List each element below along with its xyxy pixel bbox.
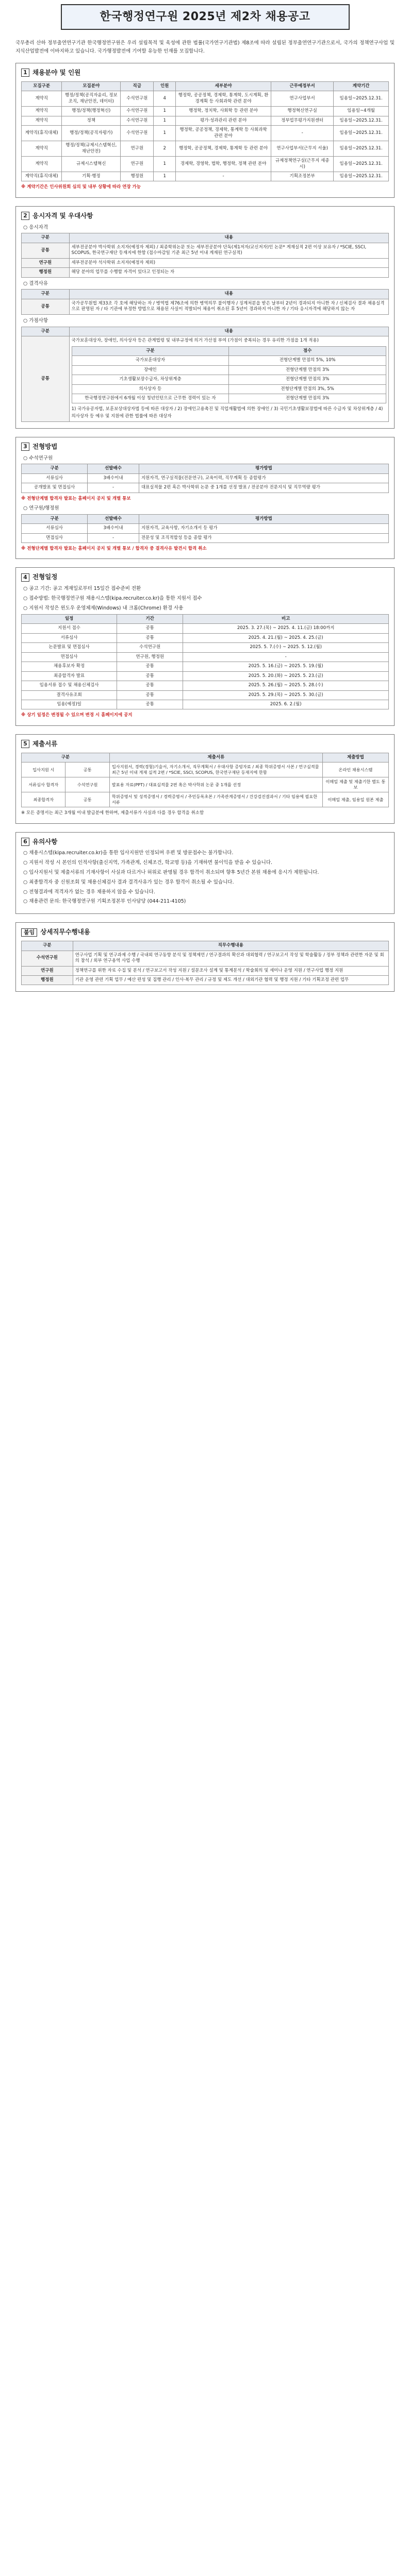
cell: 수석연구원 — [121, 91, 154, 107]
cell: 1 — [154, 126, 176, 141]
cell: - — [88, 533, 139, 543]
cell: 2025. 5. 16.(금) ~ 2025. 5. 19.(월) — [183, 662, 389, 671]
cell: 1 — [154, 172, 176, 181]
col-header: 비고 — [183, 614, 389, 623]
cell: 행정혁신연구실 — [271, 107, 334, 116]
table-row — [22, 533, 389, 543]
cell: 계약직 — [22, 107, 62, 116]
cell: 수석연구원 — [117, 643, 183, 652]
cell: 공통 — [117, 633, 183, 642]
eligibility-table — [21, 233, 389, 277]
table-header-row — [22, 941, 389, 951]
table-row — [22, 116, 389, 125]
cell: 임용서류 접수 및 채용신체검사 — [22, 681, 117, 690]
notice-line: ○ 지원서 작성 시 본인의 인적사항(출신지역, 가족관계, 신체조건, 학교명 등)을 기재하면 불이익을 받을 수 있습니다. — [23, 860, 273, 866]
cell: 발표용 자료(PPT) / 대표실적물 2편 혹은 박사학위 논문 중 1개를 선정 — [109, 777, 322, 792]
section-title: 전형방법 — [32, 442, 58, 450]
cell: - — [176, 172, 271, 181]
cell: 평가·성과관리 관련 분야 — [176, 116, 271, 125]
table-row — [22, 762, 389, 777]
cell: 행정/정책(행정혁신) — [62, 107, 121, 116]
selection-table-staff — [21, 514, 389, 543]
cell: 임용일~2025.12.31. — [334, 157, 389, 172]
col-header: 제출방법 — [322, 753, 388, 762]
cell: 2025. 5. 29.(목) ~ 2025. 5. 30.(금) — [183, 690, 389, 700]
col-header: 모집구분 — [22, 81, 62, 91]
table-row — [22, 483, 389, 493]
cell: 전형단계별 만점의 3% — [229, 365, 386, 375]
cell: - — [88, 483, 139, 493]
cell: 입사지원서, 경력(경험)기술서, 자기소개서, 직무계획서 / 우대사항 증빙자료 / 최종 학위증명서 사본 / 연구실적물 최근 5년 이내 게재 실적 2편 / *SCIE, SSCI, SCOPUS, 한국연구재단 등재지에 한함 — [109, 762, 322, 777]
selection-note: ※ 전형단계별 합격자 발표는 홈페이지 공지 및 개별 통보 — [21, 496, 131, 501]
bonus-points-table — [72, 346, 386, 404]
cell: 대표실적물 2편 혹은 박사학위 논문 중 1개를 선정 발표 / 전공분야 전문지식 및 직무역량 평가 — [139, 483, 388, 493]
selection-table-senior — [21, 464, 389, 493]
cell: 행정/정책(규제시스템혁신, 재난안전) — [62, 141, 121, 157]
table-row — [22, 633, 389, 642]
cell: 공통 — [22, 336, 70, 422]
section-number: 1 — [21, 69, 29, 77]
cell: 지원자격, 교육사항, 자기소개서 등 평가 — [139, 524, 388, 533]
table-row — [22, 951, 389, 966]
cell: 계약직 — [22, 91, 62, 107]
bonus-table — [21, 327, 389, 422]
col-header: 직무수행내용 — [73, 941, 388, 951]
subsection-label: ○ 가점사항 — [23, 317, 48, 324]
table-header-row — [22, 290, 389, 299]
section-header — [21, 69, 389, 77]
table-row — [22, 91, 389, 107]
table-row — [72, 375, 386, 384]
table-header-row — [22, 614, 389, 623]
cell: 의사상자 등 — [72, 384, 229, 394]
cell: 임용일~2025.12.31. — [334, 126, 389, 141]
cell: 기획·행정 — [62, 172, 121, 181]
cell: 연구원 — [22, 966, 73, 975]
section-title: 유의사항 — [32, 837, 58, 845]
cell: 전형단계별 만점의 3% — [229, 394, 386, 403]
cell: 전문성 및 조직적합성 등을 종합 평가 — [139, 533, 388, 543]
col-header: 제출서류 — [109, 753, 322, 762]
table-row — [22, 671, 389, 681]
col-header: 선발배수 — [88, 464, 139, 473]
cell: 지원서 접수 — [22, 624, 117, 633]
cell: 온라인 채용시스템 — [322, 762, 388, 777]
cell: 3배수이내 — [88, 524, 139, 533]
table-row — [22, 652, 389, 662]
schedule-line: ○ 공고 기간: 공고 게재일로부터 15일간 접수준비 전환 — [23, 586, 141, 592]
table-row — [22, 172, 389, 181]
cell: 공통 — [117, 662, 183, 671]
col-header: 일정 — [22, 614, 117, 623]
section-header — [21, 928, 389, 937]
col-header: 구분 — [72, 346, 229, 355]
cell: 공통 — [65, 792, 109, 807]
cell: 행정학, 공공정책, 경제학, 통계학 등 사회과학 관련 분야 — [176, 126, 271, 141]
cell: 계약직(휴직대체) — [22, 126, 62, 141]
cell: 이메일 제출, 임용일 원본 제출 — [322, 792, 388, 807]
cell: 공통 — [117, 681, 183, 690]
cell: 행정학, 공공정책, 경제학, 통계학, 도시계획, 환경계획 등 사회과학 관련 분야 — [176, 91, 271, 107]
notice-line: ○ 채용시스템(kipa.recruiter.co.kr)을 통한 입사지원만 인정되며 우편 및 방문접수는 불가합니다. — [23, 850, 234, 856]
cell: 연구사업부서(근무지 서울) — [271, 141, 334, 157]
cell: 임용일~2025.12.31. — [334, 91, 389, 107]
cell: 면접심사 — [22, 652, 117, 662]
table-row — [22, 643, 389, 652]
cell: 공통 — [117, 671, 183, 681]
cell: 국가보훈대상자 — [72, 356, 229, 365]
cell: 입사지원 시 — [22, 762, 65, 777]
cell: 최종합격자 발표 — [22, 671, 117, 681]
cell: 행정원 — [22, 976, 73, 985]
section-title: 상세직무수행내용 — [40, 928, 90, 936]
col-header: 계약기간 — [334, 81, 389, 91]
notice-line: ○ 최종합격자 중 신원조회 및 채용신체검사 결과 결격사유가 있는 경우 합격이 취소될 수 있습니다. — [23, 879, 234, 885]
bonus-footnote: 1) 국가유공자법, 보훈보상대상자법 등에 따른 대상자 / 2) 장애인고용촉진 및 직업재활법에 의한 장애인 / 3) 국민기초생활보장법에 따른 수급자 및 차상위계층 / 4) 의사상자 등 예우 및 지원에 관한 법률에 따른 대상자 — [71, 406, 383, 419]
section-title: 전형일정 — [32, 573, 58, 581]
notice-page — [0, 0, 410, 1010]
cell: 공통 — [22, 243, 70, 258]
table-row — [72, 356, 386, 365]
cell: 전형단계별 만점의 3%, 5% — [229, 384, 386, 394]
cell: 계약직 — [22, 116, 62, 125]
cell: 임용일~2025.12.31. — [334, 116, 389, 125]
col-header: 평가방법 — [139, 464, 388, 473]
bonus-description: 국가보훈대상자, 장애인, 의사상자 등은 관계법령 및 내부규정에 의거 가산점 부여 (가점이 중복되는 경우 유리한 가점을 1개 적용) — [71, 338, 319, 344]
cell: 2025. 5. 26.(월) ~ 2025. 5. 28.(수) — [183, 681, 389, 690]
table-row — [22, 777, 389, 792]
section-documents — [15, 734, 395, 824]
cell: 행정원 — [22, 268, 70, 277]
table-row — [72, 384, 386, 394]
cell: 공개발표 및 면접심사 — [22, 483, 88, 493]
table-row — [22, 624, 389, 633]
cell: 연구사업부서 — [271, 91, 334, 107]
disqualification-table — [21, 289, 389, 314]
section-number: 5 — [21, 740, 29, 748]
notice-line: ○ 전형결과에 적격자가 없는 경우 채용하지 않을 수 있습니다. — [23, 889, 155, 895]
section-header — [21, 212, 389, 221]
positions-table — [21, 81, 389, 182]
cell: 행정/정책(공직자윤리, 정보조직, 재난안전, 데이터) — [62, 91, 121, 107]
cell: 2025. 5. 7.(수) ~ 2025. 5. 12.(월) — [183, 643, 389, 652]
cell: 연구사업 기획 및 연구과제 수행 / 국내외 연구동향 분석 및 정책제언 / 연구결과의 확산과 대외협력 / 연구보고서 작성 및 학술활동 / 정부 정책과 관련한 자문 및 회의 참석 / 외부 연구용역 사업 수행 — [73, 951, 388, 966]
col-header: 구분 — [22, 941, 73, 951]
cell: 연구원 — [121, 141, 154, 157]
cell: - — [271, 126, 334, 141]
cell: 기획조정본부 — [271, 172, 334, 181]
section-header — [21, 573, 389, 582]
section-number: 3 — [21, 443, 29, 451]
col-header: 내용 — [69, 233, 388, 243]
col-header: 내용 — [69, 290, 388, 299]
cell: 임용일~2025.12.31. — [334, 141, 389, 157]
cell — [69, 336, 388, 422]
cell: 수석연구원 — [121, 107, 154, 116]
table-header-row — [22, 753, 389, 762]
cell: 학위증명서 및 성적증명서 / 경력증명서 / 주민등록초본 / 가족관계증명서 / 건강검진결과서 / 기타 임용에 필요한 서류 — [109, 792, 322, 807]
cell: 세부전공분야 석사학위 소지자(예정자 제외) — [69, 258, 388, 267]
attachment-label: 붙임 — [21, 928, 37, 937]
table-row — [22, 299, 389, 314]
intro-text: 국무총리 산하 정부출연연구기관 한국행정연구원은 우리 설립목적 및 육성에 관한 법률(국가연구기관법) 제8조에 따라 설립된 정부출연연구기관으로서, 국가의 정책연구사업 및 지식산업발전에 이바지하고 있습니다. 국가행정발전에 기여할 유능한 인재를 모집합니다. — [15, 40, 395, 54]
col-header: 모집분야 — [62, 81, 121, 91]
duties-table — [21, 941, 389, 985]
notice-line: ○ 입사지원서 및 제출서류의 기재사항이 사실과 다르거나 허위로 판명될 경우 합격이 취소되며 향후 5년간 본원 채용에 응시가 제한됩니다. — [23, 870, 319, 876]
contract-note: ※ 계약기간은 인사위원회 심의 및 내부 상황에 따라 연장 가능 — [21, 184, 141, 190]
section-number: 6 — [21, 838, 29, 846]
cell: 기관 운영 관련 기획 업무 / 예산 편성 및 집행 관리 / 인사·복무 관리 / 규정 및 제도 개선 / 대외기관 협력 및 행정 지원 / 기타 기획조정 관련 업무 — [73, 976, 388, 985]
table-row — [22, 473, 389, 483]
cell: 1 — [154, 116, 176, 125]
schedule-table — [21, 614, 389, 710]
section-header — [21, 443, 389, 451]
subsection-label: ○ 결격사유 — [23, 280, 48, 286]
cell: 공통 — [117, 700, 183, 709]
selection-note: ※ 전형단계별 합격자 발표는 홈페이지 공지 및 개별 통보 / 합격자 중 결격사유 발견시 합격 취소 — [21, 546, 207, 552]
table-row — [22, 966, 389, 975]
table-row — [22, 524, 389, 533]
table-header-row — [72, 346, 386, 355]
cell: 서류심사 — [22, 473, 88, 483]
cell: 공통 — [117, 690, 183, 700]
cell: 행정/정책(공직자평가) — [62, 126, 121, 141]
col-header: 구분 — [22, 290, 70, 299]
section-positions — [15, 63, 395, 198]
cell: 임용(예정)일 — [22, 700, 117, 709]
cell: 면접심사 — [22, 533, 88, 543]
cell: 2 — [154, 141, 176, 157]
table-row — [22, 681, 389, 690]
cell: 한국행정연구원에서 6개월 이상 청년인턴으로 근무한 경력이 있는 자 — [72, 394, 229, 403]
cell: - — [183, 652, 389, 662]
col-header: 기간 — [117, 614, 183, 623]
cell: 계약직(휴직대체) — [22, 172, 62, 181]
table-header-row — [22, 81, 389, 91]
cell: 연구원 — [121, 157, 154, 172]
schedule-line: ○ 지원서 작성은 윈도우 운영체제(Windows) 내 크롬(Chrome) 환경 사용 — [23, 605, 184, 611]
section-qualifications — [15, 206, 395, 429]
col-header: 구분 — [22, 464, 88, 473]
cell: 행정원 — [121, 172, 154, 181]
cell: 1 — [154, 107, 176, 116]
cell: 수석연구원 — [65, 777, 109, 792]
cell: 계약직 — [22, 141, 62, 157]
cell: 해당 분야의 업무를 수행할 자격이 있다고 인정되는 자 — [69, 268, 388, 277]
cell: 2025. 4. 21.(월) ~ 2025. 4. 25.(금) — [183, 633, 389, 642]
subsection-label: ○ 연구원/행정원 — [23, 505, 59, 512]
cell: 공통 — [65, 762, 109, 777]
table-row — [22, 107, 389, 116]
col-header: 세부분야 — [176, 81, 271, 91]
notice-line: ○ 채용관련 문의: 한국행정연구원 기획조정본부 인사담당 (044-211-4105) — [23, 899, 186, 905]
cell: 지원자격, 연구실적물(전문연구), 교육이력, 직무계획 등 종합평가 — [139, 473, 388, 483]
section-title: 채용분야 및 인원 — [32, 68, 81, 76]
cell: 수석연구원 — [22, 951, 73, 966]
cell: 세부전공분야 박사학위 소지자(예정자 제외) / 최종학위논문 또는 세부전공분야 단독(제1저자/교신저자)인 논문* 게재실적 2편 이상 보유자 / *SCIE, SSCI, SCOPUS, 한국연구재단 등재지에 한함 (접수마감일 기준 최근 5년 이내 게재된 연구실적) — [69, 243, 388, 258]
documents-table — [21, 753, 389, 808]
cell: 논문발표 및 면접심사 — [22, 643, 117, 652]
cell: 1 — [154, 157, 176, 172]
table-row — [22, 141, 389, 157]
table-header-row — [22, 514, 389, 523]
col-header: 점수 — [229, 346, 386, 355]
col-header: 선발배수 — [88, 514, 139, 523]
table-row — [22, 690, 389, 700]
cell: 정책 — [62, 116, 121, 125]
table-row — [22, 976, 389, 985]
section-schedule — [15, 567, 395, 725]
section-header — [21, 740, 389, 749]
table-row — [22, 243, 389, 258]
cell: 정책연구를 위한 자료 수집 및 분석 / 연구보고서 작성 지원 / 설문조사 설계 및 통계분석 / 학술회의 및 세미나 운영 지원 / 연구사업 행정 지원 — [73, 966, 388, 975]
cell: 행정학, 정치학, 사회학 등 관련 분야 — [176, 107, 271, 116]
schedule-line: ○ 접수방법: 한국행정연구원 채용시스템(kipa.recruiter.co.kr)을 통한 지원서 접수 — [23, 596, 202, 602]
table-row — [22, 700, 389, 709]
section-title: 제출서류 — [32, 739, 58, 748]
col-header: 구분 — [22, 753, 110, 762]
cell: 계약직 — [22, 157, 62, 172]
section-header — [21, 838, 389, 846]
col-header: 인원 — [154, 81, 176, 91]
cell: 서류심사 합격자 — [22, 777, 65, 792]
cell: 규제시스템혁신 — [62, 157, 121, 172]
cell: 국가공무원법 제33조 각 호에 해당하는 자 / 병역법 제76조에 의한 병역의무 불이행자 / 징계처분을 받은 날부터 2년이 경과되지 아니한 자 / 신체검사 결과 채용실격으로 판명된 자 / 타 기관에 부정한 방법으로 채용된 사실이 적발되어 채용이 취소된 후 5년이 경과하지 아니한 자 / 기타 응시자격에 해당하지 않는 자 — [69, 299, 388, 314]
cell: 이메일 제출 및 제출기한 별도 통보 — [322, 777, 388, 792]
cell: 장애인 — [72, 365, 229, 375]
cell: 3배수이내 — [88, 473, 139, 483]
cell: 전형단계별 만점의 3% — [229, 375, 386, 384]
section-notes — [15, 832, 395, 914]
col-header: 구분 — [22, 233, 70, 243]
cell: 2025. 3. 27.(목) ~ 2025. 4. 11.(금) 18:00까지 — [183, 624, 389, 633]
documents-note: ※ 모든 증명서는 최근 3개월 이내 발급분에 한하며, 제출서류가 사실과 다를 경우 합격을 취소함 — [21, 810, 204, 816]
col-header: 구분 — [22, 327, 70, 336]
cell: 경제학, 경영학, 법학, 행정학, 정책 관련 분야 — [176, 157, 271, 172]
cell: 수석연구원 — [121, 116, 154, 125]
cell: 2025. 5. 20.(화) ~ 2025. 5. 23.(금) — [183, 671, 389, 681]
cell: 기초생활보장수급자, 차상위계층 — [72, 375, 229, 384]
col-header: 평가방법 — [139, 514, 388, 523]
section-title: 응시자격 및 우대사항 — [32, 211, 93, 219]
subsection-label: ○ 응시자격 — [23, 224, 48, 230]
table-header-row — [22, 233, 389, 243]
cell: 임용일~2025.12.31. — [334, 172, 389, 181]
table-header-row — [22, 464, 389, 473]
cell: 서류심사 — [22, 633, 117, 642]
cell: 연구원 — [22, 258, 70, 267]
cell: 전형단계별 만점의 5%, 10% — [229, 356, 386, 365]
cell: 4 — [154, 91, 176, 107]
cell: 공통 — [22, 299, 70, 314]
cell: 결격사유조회 — [22, 690, 117, 700]
col-header: 내용 — [69, 327, 388, 336]
cell: 정부업무평가지원센터 — [271, 116, 334, 125]
table-header-row — [22, 327, 389, 336]
cell: 규제정책연구실(근무지 세종시) — [271, 157, 334, 172]
table-row — [22, 268, 389, 277]
table-row — [22, 662, 389, 671]
table-row — [22, 336, 389, 422]
table-row — [22, 792, 389, 807]
col-header: 근무예정부서 — [271, 81, 334, 91]
cell: 2025. 6. 2.(월) — [183, 700, 389, 709]
section-number: 4 — [21, 573, 29, 582]
section-selection — [15, 437, 395, 560]
cell: 임용일~4개월 — [334, 107, 389, 116]
table-row — [72, 394, 386, 403]
section-number: 2 — [21, 212, 29, 220]
table-row — [72, 365, 386, 375]
schedule-note: ※ 상기 일정은 변경될 수 있으며 변경 시 홈페이지에 공지 — [21, 713, 133, 718]
cell: 행정학, 공공정책, 경제학, 통계학 등 관련 분야 — [176, 141, 271, 157]
cell: 채용후보자 확정 — [22, 662, 117, 671]
cell: 연구원, 행정원 — [117, 652, 183, 662]
cell: 수석연구원 — [121, 126, 154, 141]
table-row — [22, 258, 389, 267]
section-attachment — [15, 922, 395, 992]
table-row — [22, 157, 389, 172]
col-header: 직급 — [121, 81, 154, 91]
col-header: 구분 — [22, 514, 88, 523]
cell: 최종합격자 — [22, 792, 65, 807]
cell: 서류심사 — [22, 524, 88, 533]
table-row — [22, 126, 389, 141]
subsection-label: ○ 수석연구원 — [23, 455, 53, 461]
notice-title: 한국행정연구원 2025년 제2차 채용공고 — [61, 4, 350, 30]
cell: 공통 — [117, 624, 183, 633]
